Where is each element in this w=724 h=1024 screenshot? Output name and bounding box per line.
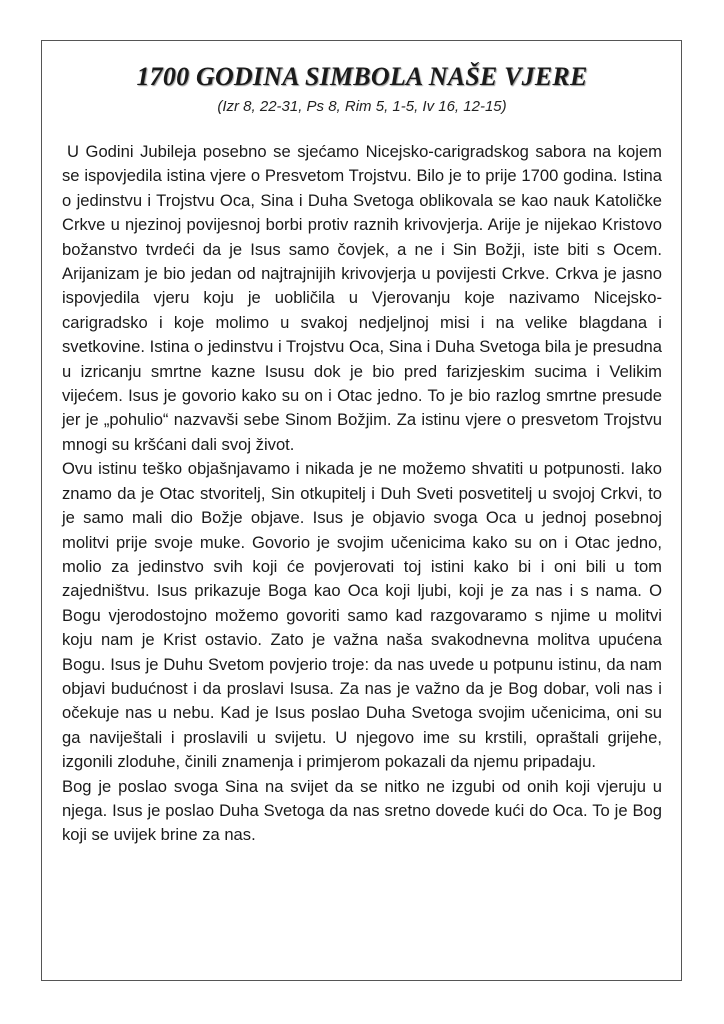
document-body [62,140,662,848]
document-title: 1700 GODINA SIMBOLA NAŠE VJERE [136,62,588,91]
scripture-references: (Izr 8, 22-31, Ps 8, Rim 5, 1-5, Iv 16, 12-15) [217,98,507,115]
paragraph-2: Ovu istinu teško objašnjavamo i nikada je ne možemo shvatiti u potpunosti. Iako znamo da je Otac stvoritelj, Sin otkupitelj i Duh Sveti posvetitelj u svojoj Crkvi, to je samo mali dio Božje objave. Isus je objavio svoga Oca u jednoj posebnoj molitvi prije svoje muke. Govorio je svojim učenicima kako su on i Otac jedno, molio za jedinstvo svih koji će povjerovati toj istini kako bi i oni bili u tom zajedništvu. Isus prikazuje Boga kao Oca koji ljubi, koji je za nas i s nama. O Bogu vjerodostojno možemo govoriti samo kad razgovaramo s njime u molitvi koju nam je Krist ostavio. Zato je važna naša svakodnevna molitva upućena Bogu. Isus je Duhu Svetom povjerio troje: da nas uvede u potpunu istinu, da nam objavi budućnost i da proslavi Isusa. Za nas je važno da je Bog dobar, voli nas i očekuje nas u nebu. Kad je Isus poslao Duha Svetoga svojim učenicima, oni su ga naviještali i proslavili u svijetu. U njegovo ime su krstili, opraštali grijehe, izgonili zloduhe, činili znamenja i primjerom pokazali da njemu pripadaju. [62,459,662,772]
paragraph-3: Bog je poslao svoga Sina na svijet da se nitko ne izgubi od onih koji vjeruju u njega. Isus je poslao Duha Svetoga da nas sretno dovede kući do Oca. To je Bog koji se uvijek brine za nas. [62,776,662,845]
paragraph-1: U Godini Jubileja posebno se sjećamo Nicejsko-carigradskog sabora na kojem se ispovjedila istina vjere o Presvetom Trojstvu. Bilo je to prije 1700 godina. Istina o jedinstvu i Trojstvu Oca, Sina i Duha Svetoga oblikovala se kao nauk Katoličke Crkve u njezinoj povijesnoj borbi protiv raznih krivovjerja. Arije je nijekao Kristovo božanstvo tvrdeći da je Isus samo čovjek, a ne i Sin Božji, iste biti s Ocem. Arijanizam je bio jedan od najtrajnijih krivovjerja u povijesti Crkve. Crkva je jasno ispovjedila vjeru koju je uobličila u Vjerovanju koje nazivamo Nicejsko-carigradsko i koje molimo u svakoj nedjeljnoj misi i na velike blagdana i svetkovine. Istina o jedinstvu i Trojstvu Oca, Sina i Duha Svetoga bila je presudna u izricanju smrtne kazne Isusu dok je bio pred farizjeskim sucima i Velikim vijećem. Isus je govorio kako su on i Otac jedno. To je bio razlog smrtne presude jer je „pohulio“ nazvavši sebe Sinom Božjim. Za istinu vjere o presvetom Trojstvu mnogi su kršćani dali svoj život. [62,142,662,454]
